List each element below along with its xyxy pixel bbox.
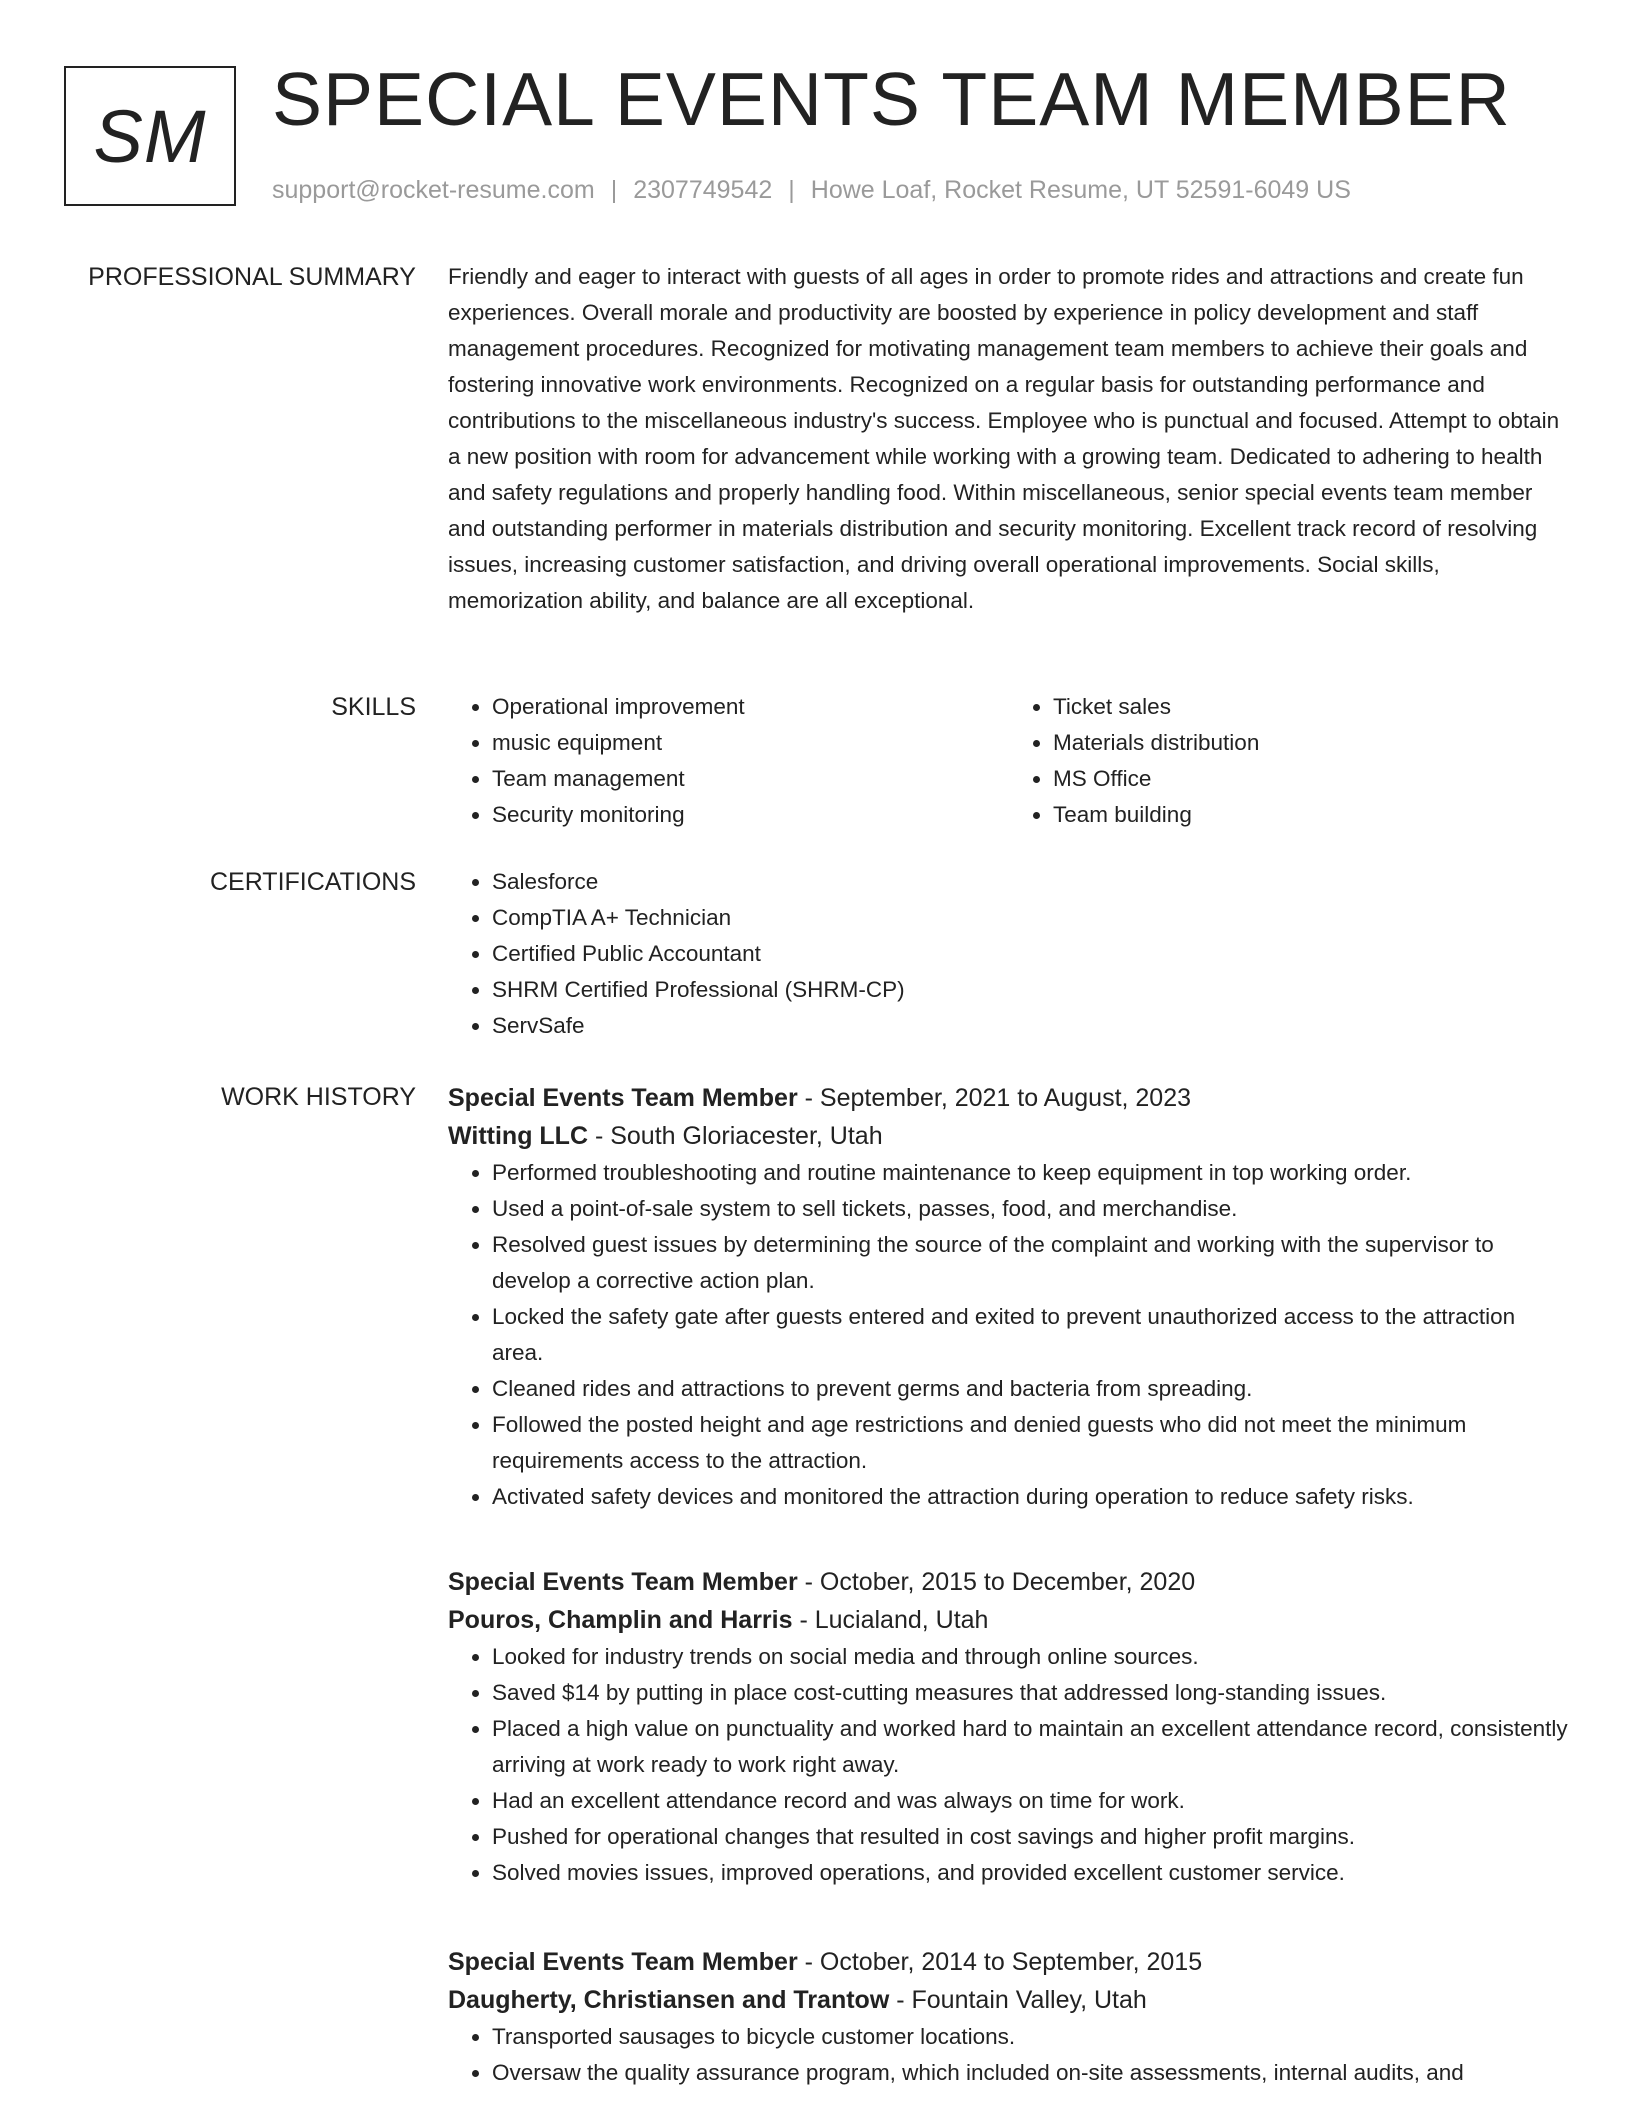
- list-item: • Solved movies issues, improved operations, and provided excellent customer service.: [492, 1855, 1570, 1891]
- section-label: WORK HISTORY: [221, 1083, 416, 1111]
- list-item: • Saved $14 by putting in place cost-cutting measures that addressed long-standing issues.: [492, 1675, 1570, 1711]
- list-item: • Ticket sales: [1053, 689, 1570, 725]
- job-location: - South Gloriacester, Utah: [588, 1122, 883, 1150]
- section-label: PROFESSIONAL SUMMARY: [88, 263, 416, 291]
- skills-list-right: [1009, 689, 1570, 833]
- list-item: • Salesforce: [492, 864, 1570, 900]
- job-dates: - September, 2021 to August, 2023: [797, 1084, 1192, 1112]
- job-bullets: [448, 2019, 1570, 2091]
- job-company-line: [448, 1117, 1570, 1155]
- job-body: [448, 1563, 1570, 1891]
- list-item: • Operational improvement: [492, 689, 1009, 725]
- list-item: • CompTIA A+ Technician: [492, 900, 1570, 936]
- job-company: Witting LLC: [448, 1122, 589, 1150]
- section-label: CERTIFICATIONS: [209, 868, 416, 896]
- job-dates: - October, 2014 to September, 2015: [797, 1948, 1203, 1976]
- list-item: • Certified Public Accountant: [492, 936, 1570, 972]
- job-title-line: [448, 1563, 1570, 1601]
- job-title: Special Events Team Member: [448, 1084, 798, 1112]
- job-company: Pouros, Champlin and Harris: [448, 1606, 793, 1634]
- list-item: • Followed the posted height and age restrictions and denied guests who did not meet the minimum requirements access to the attraction.: [492, 1407, 1570, 1479]
- list-item: • SHRM Certified Professional (SHRM-CP): [492, 972, 1570, 1008]
- separator: |: [788, 176, 795, 204]
- section-body: [448, 259, 1570, 619]
- job-company-line: [448, 1981, 1570, 2019]
- job-title: Special Events Team Member: [448, 1568, 798, 1596]
- list-item: • Oversaw the quality assurance program, which included on-site assessments, internal audits, and: [492, 2055, 1570, 2091]
- job-location: - Fountain Valley, Utah: [889, 1986, 1147, 2014]
- email: support@rocket-resume.com: [272, 176, 595, 204]
- certifications-list: [448, 864, 1570, 1044]
- list-item: • Had an excellent attendance record and was always on time for work.: [492, 1783, 1570, 1819]
- page-title: SPECIAL EVENTS TEAM MEMBER: [272, 57, 1511, 141]
- list-item: • Transported sausages to bicycle customer locations.: [492, 2019, 1570, 2055]
- list-item: • Looked for industry trends on social media and through online sources.: [492, 1639, 1570, 1675]
- skills-list-left: [448, 689, 1009, 833]
- list-item: • ServSafe: [492, 1008, 1570, 1044]
- job-bullets: [448, 1639, 1570, 1891]
- list-item: • Placed a high value on punctuality and worked hard to maintain an excellent attendance record, consistently arriving at work ready to work right away.: [492, 1711, 1570, 1783]
- skills-columns: [448, 689, 1570, 833]
- list-item: • Team management: [492, 761, 1009, 797]
- job-title: Special Events Team Member: [448, 1948, 798, 1976]
- list-item: • music equipment: [492, 725, 1009, 761]
- list-item: • Performed troubleshooting and routine maintenance to keep equipment in top working order.: [492, 1155, 1570, 1191]
- section-body: [448, 864, 1570, 1044]
- job-body: [448, 1079, 1570, 1515]
- section-label: SKILLS: [331, 693, 416, 721]
- job-dates: - October, 2015 to December, 2020: [797, 1568, 1196, 1596]
- job-title-line: [448, 1943, 1570, 1981]
- monogram: SM: [64, 66, 236, 206]
- address: Howe Loaf, Rocket Resume, UT 52591-6049 US: [810, 176, 1351, 204]
- job-bullets: [448, 1155, 1570, 1515]
- summary-text: Friendly and eager to interact with guests of all ages in order to promote rides and attractions and create fun experiences. Overall morale and productivity are boosted by experience in policy development and staff management procedures. Recognized for motivating management team members to achieve their goals and fostering innovative work environments. Recognized on a regular basis for outstanding performance and contributions to the miscellaneous industry's success. Employee who is punctual and focused. Attempt to obtain a new position with room for advancement while working with a growing team. Dedicated to adhering to health and safety regulations and properly handling food. Within miscellaneous, senior special events team member and outstanding performer in materials distribution and security monitoring. Excellent track record of resolving issues, increasing customer satisfaction, and driving overall operational improvements. Social skills, memorization ability, and balance are all exceptional.: [448, 264, 1560, 613]
- list-item: • Materials distribution: [1053, 725, 1570, 761]
- list-item: • Cleaned rides and attractions to prevent germs and bacteria from spreading.: [492, 1371, 1570, 1407]
- contact-line: [272, 176, 1351, 205]
- separator: |: [610, 176, 618, 204]
- job-title-line: [448, 1079, 1570, 1117]
- job-company-line: [448, 1601, 1570, 1639]
- list-item: • MS Office: [1053, 761, 1570, 797]
- list-item: • Locked the safety gate after guests entered and exited to prevent unauthorized access to the attraction area.: [492, 1299, 1570, 1371]
- list-item: • Used a point-of-sale system to sell tickets, passes, food, and merchandise.: [492, 1191, 1570, 1227]
- list-item: • Pushed for operational changes that resulted in cost savings and higher profit margins.: [492, 1819, 1570, 1855]
- job-location: - Lucialand, Utah: [792, 1606, 989, 1634]
- list-item: • Resolved guest issues by determining the source of the complaint and working with the supervisor to develop a corrective action plan.: [492, 1227, 1570, 1299]
- phone: 2307749542: [633, 176, 773, 204]
- list-item: • Security monitoring: [492, 797, 1009, 833]
- job-body: [448, 1943, 1570, 2091]
- list-item: • Team building: [1053, 797, 1570, 833]
- list-item: • Activated safety devices and monitored the attraction during operation to reduce safety risks.: [492, 1479, 1570, 1515]
- job-company: Daugherty, Christiansen and Trantow: [448, 1986, 890, 2014]
